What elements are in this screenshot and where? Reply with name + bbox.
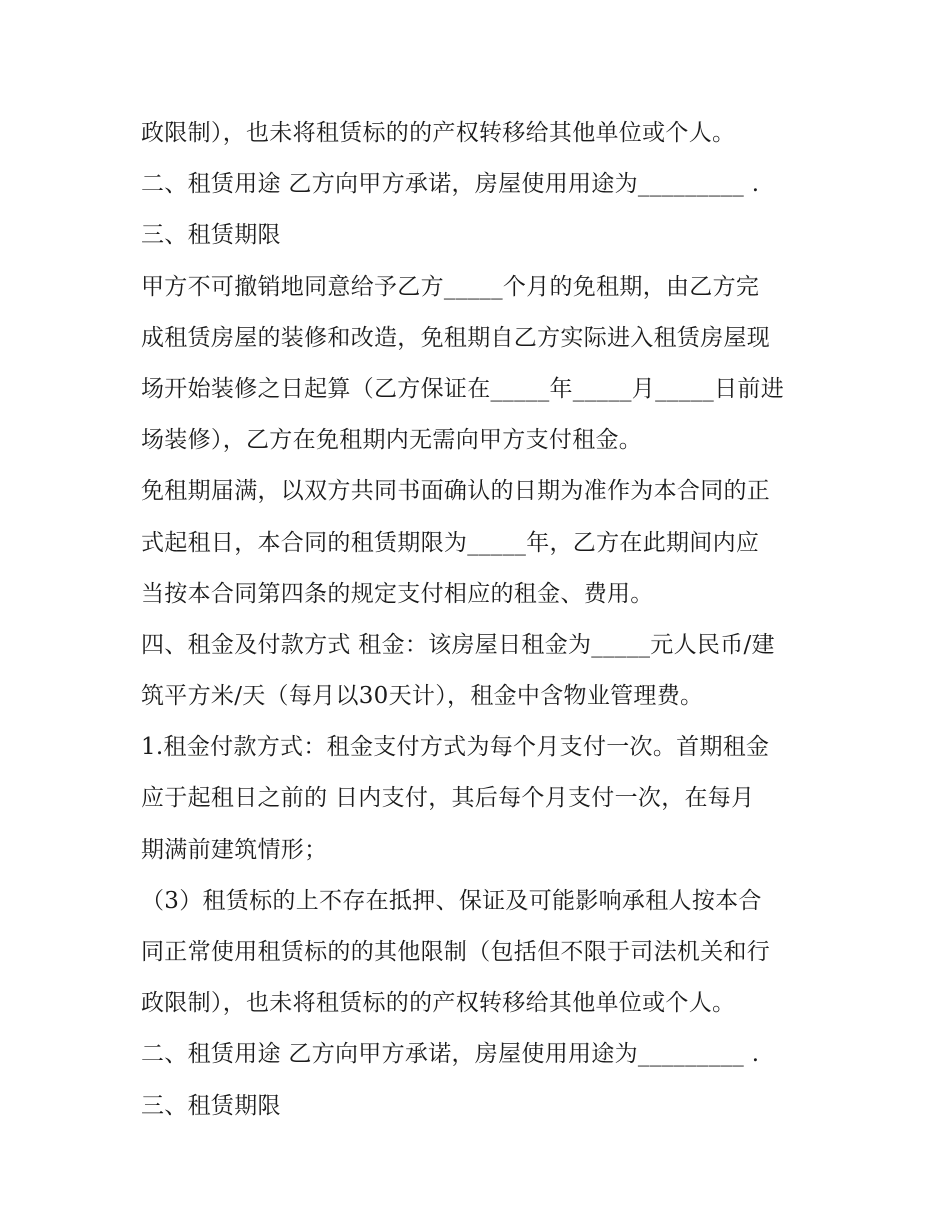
text-line: 免租期届满，以双方共同书面确认的日期为准作为本合同的正: [141, 478, 771, 505]
text-line: 1.租金付款方式：租金支付方式为每个月支付一次。首期租金: [141, 734, 770, 761]
document-body: [141, 108, 831, 1132]
text-line: 场开始装修之日起算（乙方保证在_____年_____月_____日前进: [141, 375, 784, 402]
text-line: 二、租赁用途 乙方向甲方承诺，房屋使用用途为_________ .: [141, 1041, 760, 1068]
text-line: （3）租赁标的上不存在抵押、保证及可能影响承租人按本合: [141, 887, 762, 914]
text-line: 成租赁房屋的装修和改造，免租期自乙方实际进入租赁房屋现: [141, 324, 771, 351]
text-line: 政限制），也未将租赁标的的产权转移给其他单位或个人。: [141, 990, 736, 1017]
section-heading: 三、租赁期限: [141, 1092, 281, 1119]
text-line: 二、租赁用途 乙方向甲方承诺，房屋使用用途为_________ .: [141, 171, 760, 198]
text-line: 应于起租日之前的 日内支付，其后每个月支付一次，在每月: [141, 785, 755, 812]
text-line: 同正常使用租赁标的的其他限制（包括但不限于司法机关和行: [141, 939, 771, 965]
text-line: 甲方不可撤销地同意给予乙方_____个月的免租期，由乙方完: [141, 273, 760, 300]
text-line: 期满前建筑情形；: [141, 836, 328, 863]
text-line: 政限制），也未将租赁标的的产权转移给其他单位或个人。: [141, 120, 736, 146]
text-line: 式起租日，本合同的租赁期限为_____年，乙方在此期间内应: [141, 529, 760, 556]
section-heading: 三、租赁期限: [141, 222, 281, 249]
text-line: 筑平方米/天（每月以30天计），租金中含物业管理费。: [141, 683, 704, 710]
text-line: 四、租金及付款方式 租金：该房屋日租金为_____元人民币/建: [141, 631, 775, 658]
text-line: 当按本合同第四条的规定支付相应的租金、费用。: [141, 580, 654, 607]
text-line: 场装修），乙方在免租期内无需向甲方支付租金。: [141, 427, 643, 454]
